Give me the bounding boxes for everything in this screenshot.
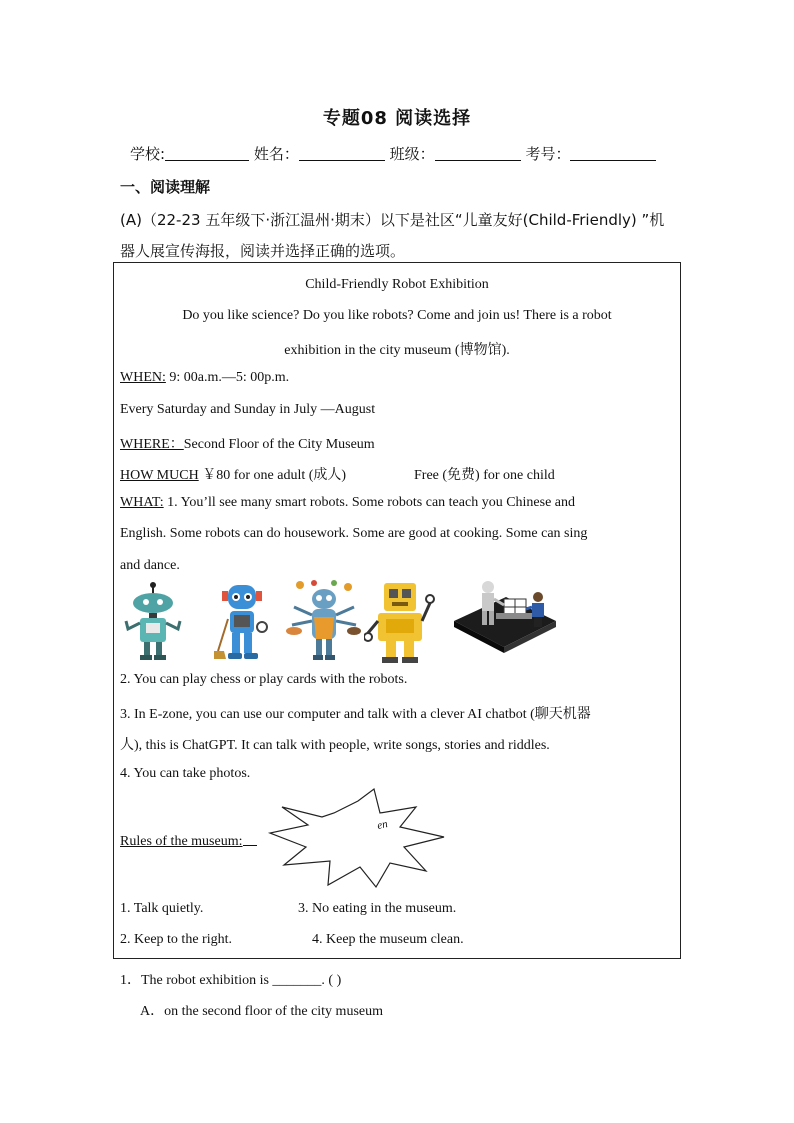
where-label: WHERE： [120, 437, 184, 452]
when-line [120, 370, 289, 386]
name-label: 姓名： [253, 145, 299, 163]
number-blank[interactable] [570, 146, 656, 161]
rules-line [120, 833, 257, 850]
burst-text: en [376, 818, 389, 832]
cooking-robot-icon [286, 579, 362, 663]
price-child: Free (免费) for one child [414, 468, 555, 483]
number-label: 考号： [525, 145, 571, 163]
rule-2: 2. Keep to the right. [120, 932, 232, 947]
poster-box [113, 262, 681, 959]
item-3: 人), this is ChatGPT. It can talk with people, write songs, stories and riddles. [120, 738, 550, 753]
what-line: English. Some robots can do housework. Some are good at cooking. Some can sing [120, 526, 588, 541]
school-blank[interactable] [165, 146, 249, 161]
rule-1: 1. Talk quietly. [120, 901, 204, 916]
where-line [120, 433, 375, 453]
rule-3: 3. No eating in the museum. [298, 901, 457, 916]
what-text: 1. You’ll see many smart robots. Some robots can teach you Chinese and [163, 495, 576, 510]
cleaning-robot-icon [214, 579, 276, 663]
when-value: 9: 00a.m.—5: 00p.m. [165, 370, 290, 385]
intro-line: 器人展宣传海报，阅读并选择正确的选项。 [120, 242, 406, 260]
howmuch-label: HOW MUCH [120, 468, 199, 483]
school-label: 学校: [130, 145, 166, 163]
when-label: WHEN: [120, 370, 166, 385]
item-4: 4. You can take photos. [120, 766, 251, 781]
price-line [120, 464, 346, 484]
what-line [120, 495, 575, 511]
student-info-line [130, 143, 656, 164]
yellow-robot-icon [364, 581, 436, 665]
question-1: 1．The robot exhibition is _______. ( ) [120, 973, 342, 988]
intro-line: (A)（22-23 五年级下·浙江温州·期末）以下是社区“儿童友好(Child-Friendly) ”机 [120, 211, 665, 229]
rule-4: 4. Keep the museum clean. [312, 932, 464, 947]
chess-robot-icon [452, 577, 558, 653]
what-label: WHAT: [120, 495, 164, 510]
rules-label: Rules of the museum: [120, 834, 243, 849]
page-title: 专题08 阅读选择 [322, 108, 472, 129]
teal-robot-icon [122, 581, 184, 663]
price-adult: ￥80 for one adult (成人) [198, 468, 347, 483]
passage-intro [120, 205, 680, 267]
poster-lead: Do you like science? Do you like robots? Come and join us! There is a robot [182, 308, 612, 323]
option-a[interactable]: A．on the second floor of the city museum [140, 1004, 384, 1019]
name-blank[interactable] [299, 146, 385, 161]
poster-title: Child-Friendly Robot Exhibition [305, 277, 489, 292]
what-line: and dance. [120, 558, 180, 573]
class-blank[interactable] [435, 146, 521, 161]
item-3: 3. In E-zone, you can use our computer and talk with a clever AI chatbot (聊天机器 [120, 707, 591, 722]
days-line: Every Saturday and Sunday in July —August [120, 402, 376, 417]
section-heading: 一、阅读理解 [120, 178, 211, 196]
poster-lead: exhibition in the city museum (博物馆). [284, 343, 510, 358]
where-value: Second Floor of the City Museum [183, 437, 375, 452]
speech-burst-icon [266, 787, 448, 891]
rules-blank [243, 833, 257, 846]
class-label: 班级： [389, 145, 435, 163]
item-2: 2. You can play chess or play cards with the robots. [120, 672, 408, 687]
